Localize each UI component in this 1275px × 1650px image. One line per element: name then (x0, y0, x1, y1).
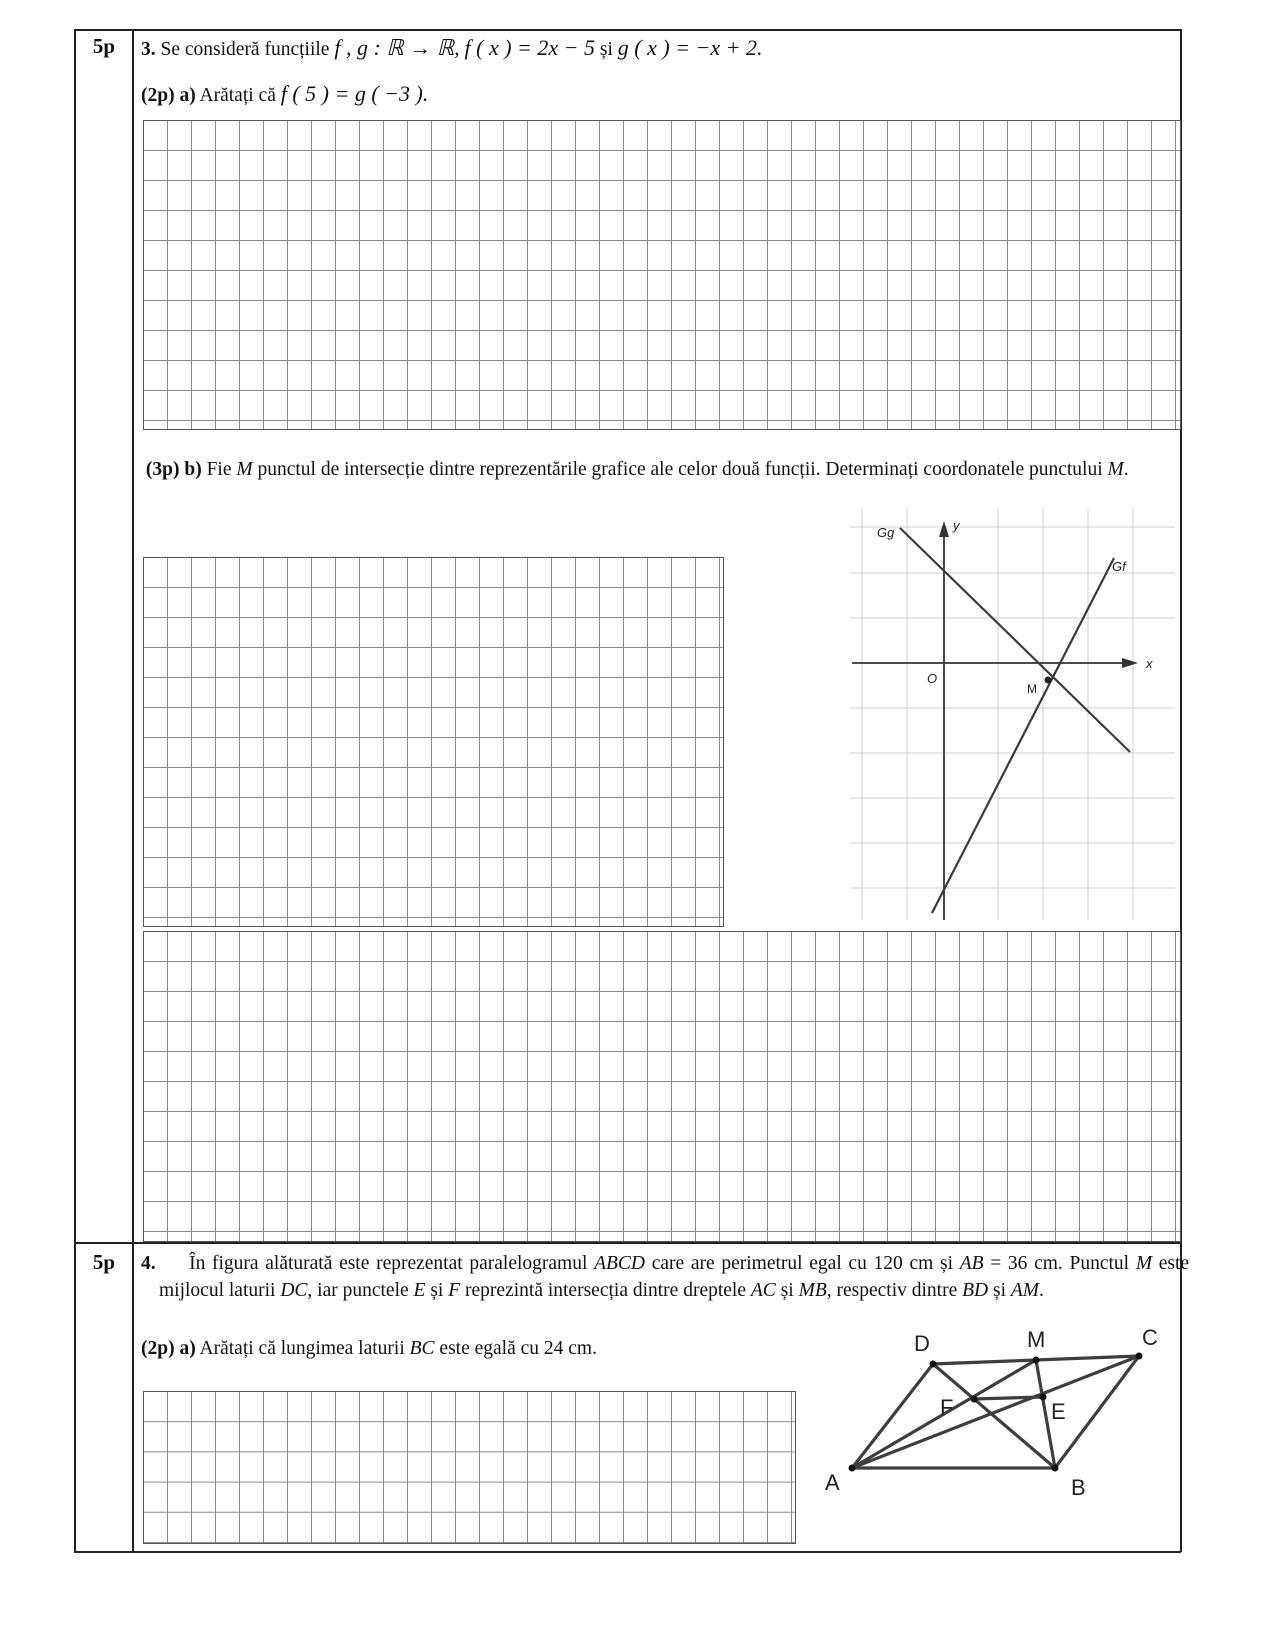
problem4-mb: MB (798, 1280, 827, 1301)
figure-label-c: C (1142, 1325, 1158, 1350)
problem4-text-3: = 36 cm. (990, 1253, 1063, 1274)
problem3-part-a (141, 80, 428, 109)
problem4-text-5: este mijlocul laturii (159, 1253, 1190, 1301)
problem3-part-b (141, 456, 1171, 483)
problem4-text-9: și (780, 1280, 794, 1301)
problem4-part-a (141, 1335, 597, 1362)
figure-label-d: D (914, 1331, 930, 1356)
problem3-a-score: (2p) (141, 85, 175, 106)
problem4-dc: DC (280, 1280, 308, 1301)
problem4-abcd: ABCD (594, 1253, 646, 1274)
problem4-a-bc: BC (409, 1338, 435, 1359)
graph-label-m: M (1027, 682, 1037, 696)
point-e (1040, 1394, 1047, 1401)
figure-label-m: M (1027, 1327, 1046, 1352)
problem3-and: și (599, 39, 613, 60)
table-bottom-border (74, 1551, 1181, 1553)
problem3-statement (141, 34, 762, 63)
segment-fe (974, 1397, 1043, 1399)
problem4-text-6: , iar punctele (307, 1280, 409, 1301)
problem3-number: 3. (141, 39, 156, 60)
problem4-statement (141, 1250, 1189, 1304)
problem4-text-12: . (1039, 1280, 1044, 1301)
answer-grid-3b-bottom[interactable] (143, 931, 1181, 1242)
point-a (849, 1465, 856, 1472)
graph-label-y: y (953, 518, 960, 533)
problem4-ab: AB (959, 1253, 984, 1274)
table-row-divider (74, 1242, 1181, 1244)
figure-label-e: E (1051, 1399, 1066, 1424)
problem4-am: AM (1010, 1280, 1040, 1301)
problem3-b-point-m: M (236, 459, 253, 480)
problem3-a-letter: a) (179, 85, 196, 106)
y-axis-arrow-icon (939, 521, 949, 537)
problem4-points: 5p (92, 1250, 116, 1274)
figure-label-f: F (940, 1395, 954, 1420)
x-axis-arrow-icon (1122, 658, 1138, 668)
line-gg (900, 528, 1130, 752)
problem3-points: 5p (92, 34, 116, 58)
graph-label-origin: O (927, 671, 938, 686)
problem4-a-score: (2p) (141, 1338, 175, 1359)
problem4-ac: AC (750, 1280, 776, 1301)
answer-grid-3b-left[interactable] (143, 557, 724, 927)
problem4-a-letter: a) (179, 1338, 196, 1359)
graph-label-gf: Gf (1112, 559, 1126, 574)
problem4-number: 4. (141, 1253, 156, 1274)
problem3-b-text: punctul de intersecție dintre reprezentările grafice ale celor două funcții. Determinați coordonatele punctului (257, 459, 1103, 480)
figure-label-b: B (1071, 1475, 1086, 1500)
point-c (1136, 1353, 1143, 1360)
problem3-b-end-dot: . (1123, 459, 1129, 480)
graph-grid (850, 508, 1175, 920)
problem4-text-10: , respectiv dintre (826, 1280, 958, 1301)
line-gf (932, 558, 1114, 913)
problem3-a-text: Arătați că (199, 85, 276, 106)
table-left-border (74, 29, 76, 1552)
problem3-b-letter: b) (184, 459, 202, 480)
point-f (971, 1396, 978, 1403)
parallelogram-figure (815, 1325, 1175, 1525)
problem4-text-7: și (430, 1280, 444, 1301)
graph-label-x: x (1146, 656, 1153, 671)
problem4-text-11: și (992, 1280, 1006, 1301)
answer-grid-3a[interactable] (143, 120, 1181, 430)
problem4-text-2: care are perimetrul egal cu 120 cm și (651, 1253, 953, 1274)
point-d (930, 1361, 937, 1368)
function-graph (850, 508, 1175, 920)
problem4-text-1: În figura alăturată este reprezentat paralelogramul (189, 1253, 588, 1274)
problem3-a-math: f ( 5 ) = g ( −3 ). (280, 81, 429, 106)
problem4-f: F (448, 1280, 461, 1301)
table-top-border (74, 29, 1181, 31)
answer-grid-4a[interactable] (143, 1391, 796, 1544)
graph-label-gg: Gg (877, 525, 895, 540)
problem4-bd: BD (962, 1280, 989, 1301)
figure-label-a: A (825, 1470, 840, 1495)
problem3-functions-decl: f , g : ℝ → ℝ, (334, 35, 460, 60)
point-b (1052, 1465, 1059, 1472)
intersection-point-m (1045, 677, 1052, 684)
problem3-b-end-m: M (1107, 459, 1124, 480)
problem3-g-definition: g ( x ) = −x + 2. (617, 35, 763, 60)
problem3-b-fie: Fie (206, 459, 232, 480)
point-m (1033, 1357, 1040, 1364)
table-column-divider (132, 29, 134, 1552)
problem3-f-definition: f ( x ) = 2x − 5 (464, 35, 595, 60)
problem4-e: E (413, 1280, 426, 1301)
problem3-b-score: (3p) (145, 459, 180, 480)
problem4-a-text-1: Arătați că lungimea laturii (199, 1338, 405, 1359)
problem4-a-text-2: este egală cu 24 cm. (439, 1338, 597, 1359)
problem4-text-4: Punctul (1069, 1253, 1130, 1274)
problem3-intro: Se consideră funcțiile (160, 39, 330, 60)
problem4-text-8: reprezintă intersecția dintre dreptele (465, 1280, 747, 1301)
problem4-m: M (1135, 1253, 1153, 1274)
